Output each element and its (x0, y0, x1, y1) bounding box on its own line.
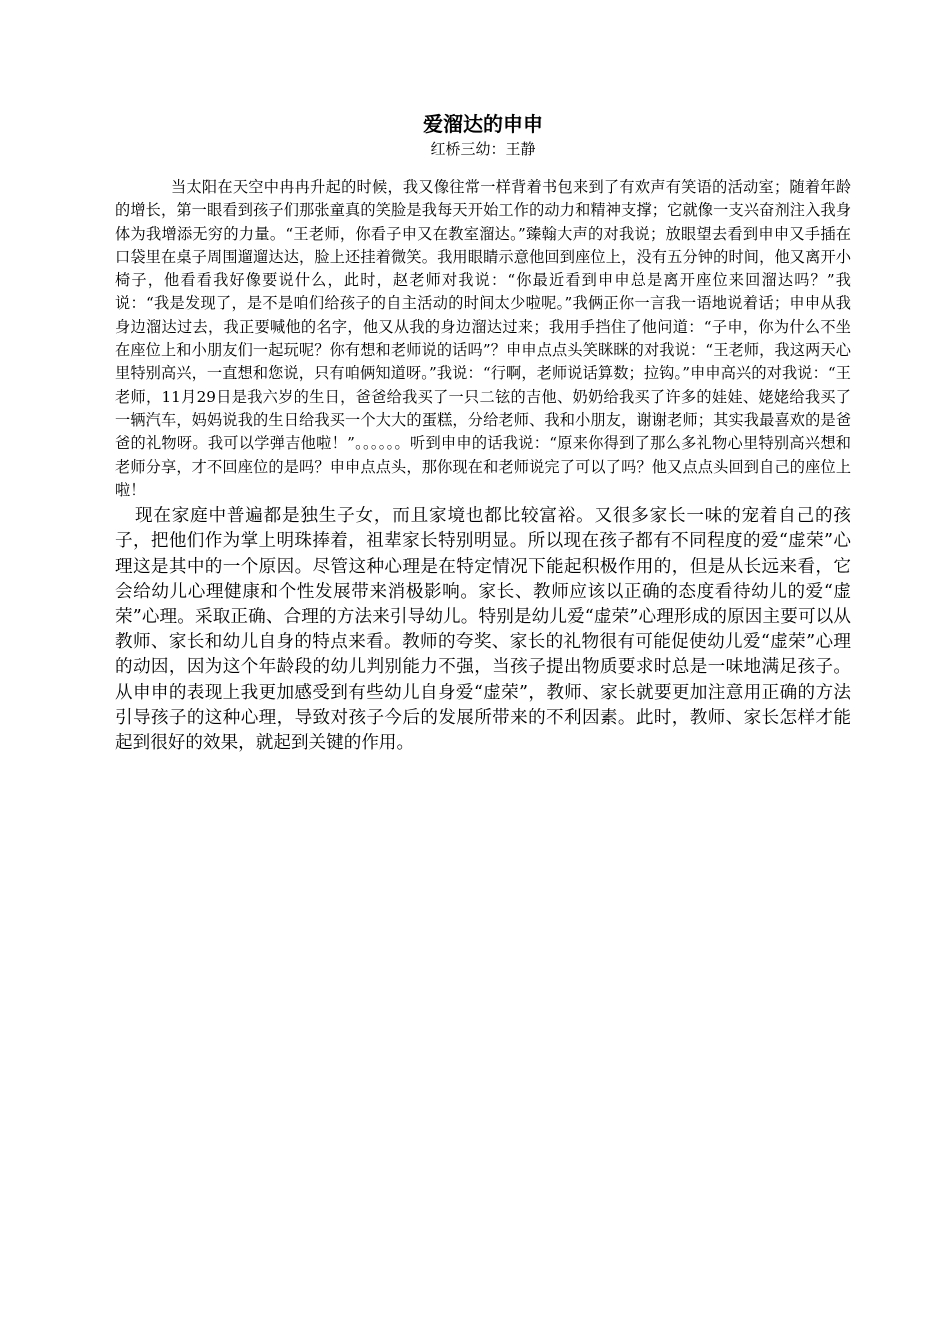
body-paragraph-story: 当太阳在天空中冉冉升起的时候，我又像往常一样背着书包来到了有欢声有笑语的活动室；随着年龄的增长，第一眼看到孩子们那张童真的笑脸是我每天开始工作的动力和精神支撑；它就像一支兴奋剂注入我身体为我增添无穷的力量。“王老师，你看子申又在教室溜达。”臻翰大声的对我说；放眼望去看到申申又手插在口袋里在桌子周围遛遛达达，脸上还挂着微笑。我用眼睛示意他回到座位上，没有五分钟的时间，他又离开小椅子，他看看我好像要说什么，此时，赵老师对我说：“你最近看到申申总是离开座位来回溜达吗？”我说：“我是发现了，是不是咱们给孩子的自主活动的时间太少啦呢。”我俩正你一言我一语地说着话；申申从我身边溜达过去，我正要喊他的名字，他又从我的身边溜达过来；我用手挡住了他问道：“子申，你为什么不坐在座位上和小朋友们一起玩呢？你有想和老师说的话吗”？申申点点头笑眯眯的对我说：“王老师，我这两天心里特别高兴，一直想和您说，只有咱俩知道呀。”我说：“行啊，老师说话算数；拉钩。”申申高兴的对我说：“王老师，11月29日是我六岁的生日，爸爸给我买了一只二铉的吉他、奶奶给我买了许多的娃娃、姥姥给我买了一辆汽车，妈妈说我的生日给我买一个大大的蛋糕，分给老师、我和小朋友，谢谢老师；其实我最喜欢的是爸爸的礼物呀。我可以学弹吉他啦！”。。。。。。听到申申的话我说：“原来你得到了那么多礼物心里特别高兴想和老师分享，才不回座位的是吗？申申点点头，那你现在和老师说完了可以了吗？他又点点头回到自己的座位上啦！ (115, 178, 851, 499)
document-byline: 红桥三幼：王静 (430, 140, 536, 158)
document-page (115, 110, 851, 756)
document-title: 爱溜达的申申 (423, 112, 543, 136)
body-paragraph-analysis: 现在家庭中普遍都是独生子女，而且家境也都比较富裕。又很多家长一味的宠着自己的孩子，把他们作为掌上明珠捧着，祖辈家长特别明显。所以现在孩子都有不同程度的爱“虚荣”心理这是其中的一个原因。尽管这种心理是在特定情况下能起积极作用的，但是从长远来看，它会给幼儿心理健康和个性发展带来消极影响。家长、教师应该以正确的态度看待幼儿的爱“虚荣”心理。采取正确、合理的方法来引导幼儿。特别是幼儿爱“虚荣”心理形成的原因主要可以从教师、家长和幼儿自身的特点来看。教师的夸奖、家长的礼物很有可能促使幼儿爱“虚荣”心理的动因，因为这个年龄段的幼儿判别能力不强，当孩子提出物质要求时总是一味地满足孩子。从申申的表现上我更加感受到有些幼儿自身爱“虚荣”，教师、家长就要更加注意用正确的方法引导孩子的这种心理，导致对孩子今后的发展所带来的不利因素。此时，教师、家长怎样才能起到很好的效果，就起到关键的作用。 (115, 506, 851, 753)
